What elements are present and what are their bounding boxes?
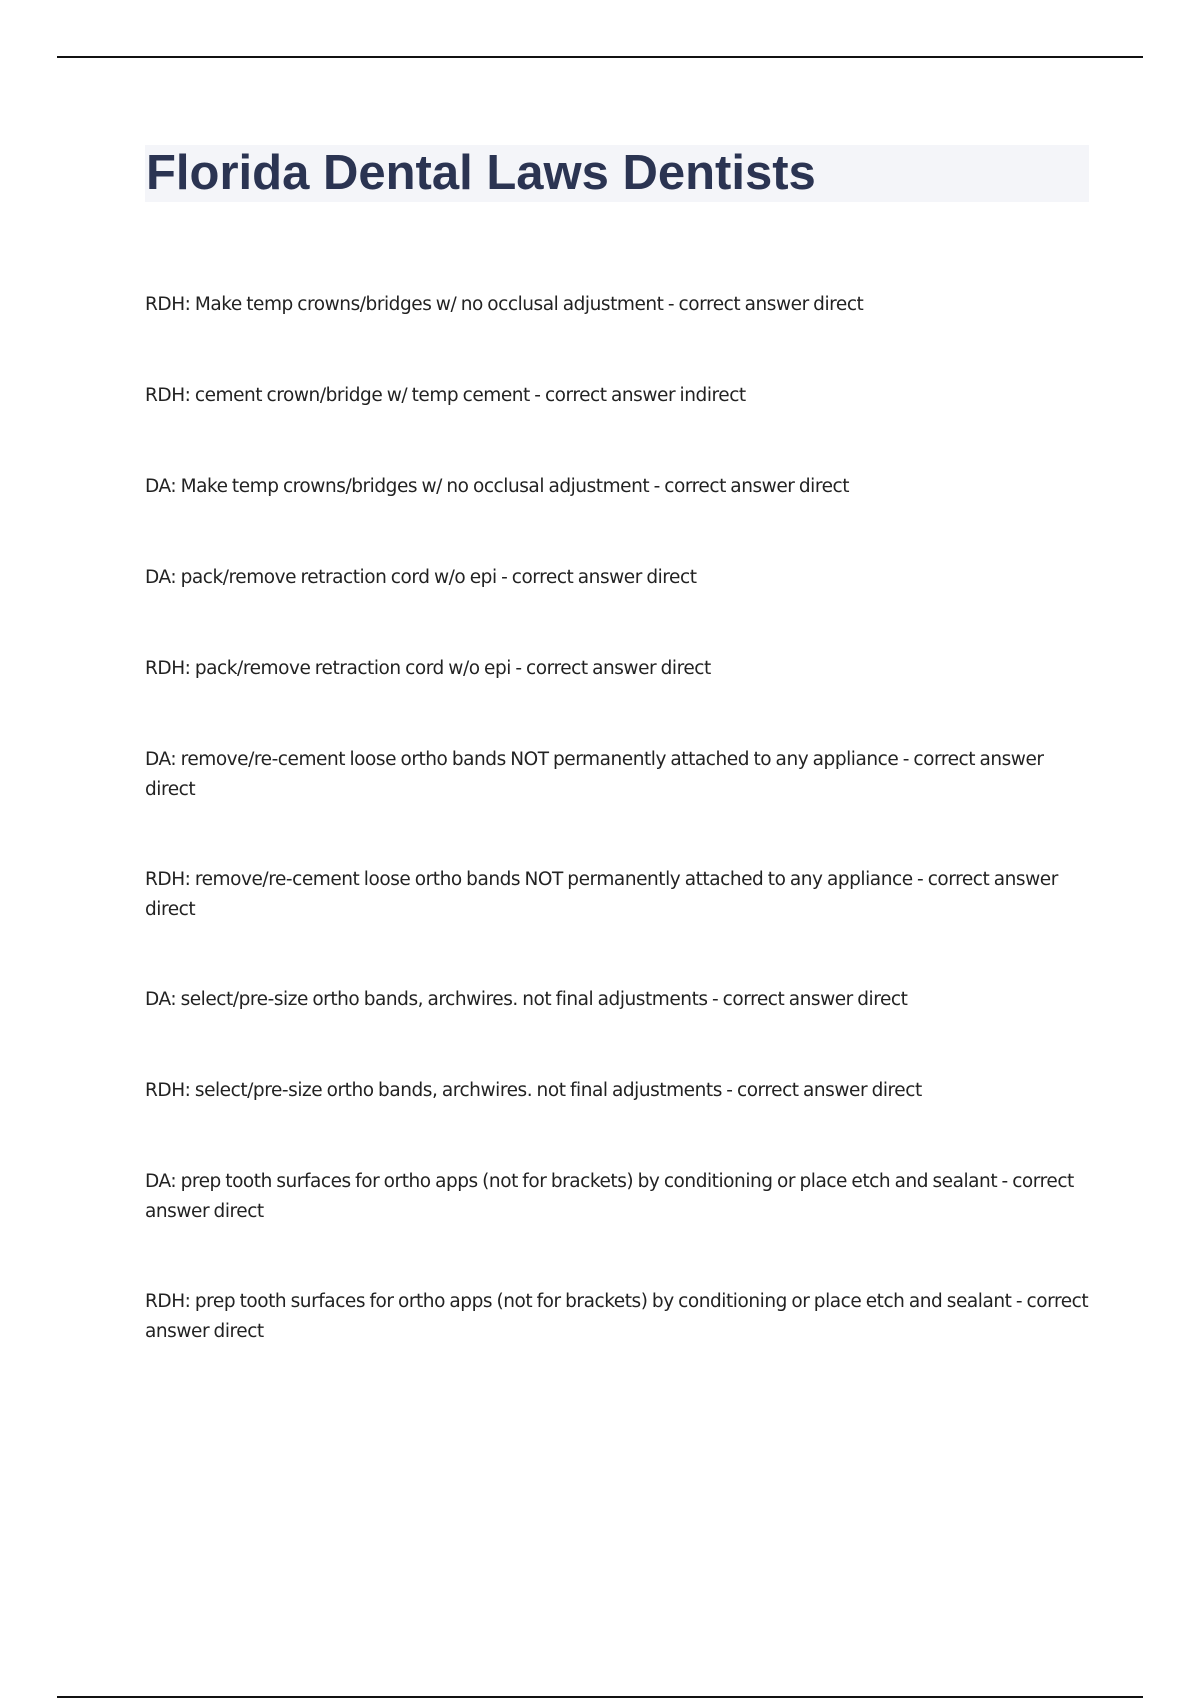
footer-rule [57,1696,1143,1698]
qa-list [145,290,1090,1347]
qa-item: RDH: remove/re-cement loose ortho bands NOT permanently attached to any appliance - correct answer direct [145,869,1058,920]
qa-item: DA: prep tooth surfaces for ortho apps (not for brackets) by conditioning or place etch and sealant - correct answer direct [145,1171,1074,1222]
qa-item: RDH: prep tooth surfaces for ortho apps (not for brackets) by conditioning or place etch and sealant - correct answer direct [145,1291,1089,1342]
qa-item: RDH: pack/remove retraction cord w/o epi - correct answer direct [145,658,711,679]
header-rule [57,56,1143,58]
qa-item: DA: select/pre-size ortho bands, archwires. not final adjustments - correct answer direct [145,989,908,1010]
document-title: Florida Dental Laws Dentists [146,146,816,200]
qa-item: DA: pack/remove retraction cord w/o epi - correct answer direct [145,567,697,588]
qa-item: DA: remove/re-cement loose ortho bands NOT permanently attached to any appliance - correct answer direct [145,749,1044,800]
qa-item: RDH: cement crown/bridge w/ temp cement - correct answer indirect [145,385,746,406]
qa-item: RDH: select/pre-size ortho bands, archwires. not final adjustments - correct answer direct [145,1080,922,1101]
qa-item: RDH: Make temp crowns/bridges w/ no occlusal adjustment - correct answer direct [145,294,864,315]
qa-item: DA: Make temp crowns/bridges w/ no occlusal adjustment - correct answer direct [145,476,850,497]
